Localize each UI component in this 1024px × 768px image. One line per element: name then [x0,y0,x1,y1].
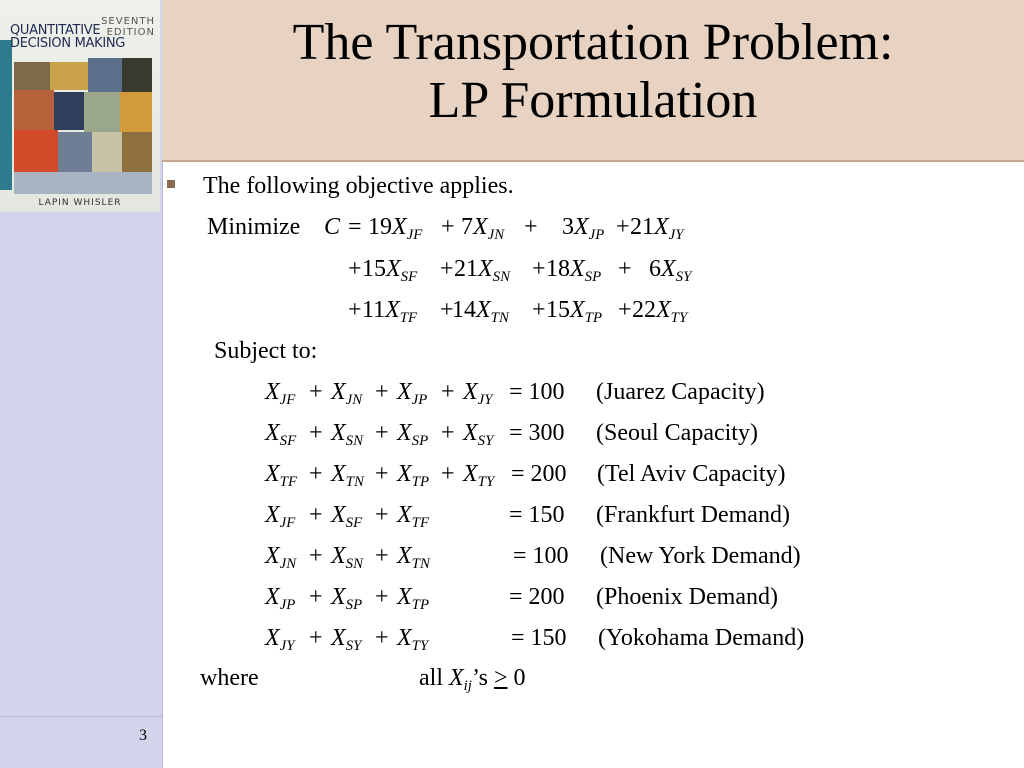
term-sub: TF [399,309,418,326]
cover-accent-stripe [0,40,12,190]
term: $18X_{SP}$ [546,256,602,285]
zero: 0 [513,665,526,691]
term-sub: SP [411,432,429,449]
constraint-term: $X_{SN}$ [331,543,364,572]
term: $11X_{TF}$ [362,297,418,326]
cover-title: QUANTITATIVE DECISION MAKING [10,23,126,51]
term-sub: JP [588,226,605,243]
term: $21X_{SN}$ [454,256,511,285]
constraint-description: (Yokohama Demand) [598,625,805,651]
bullet-square-icon [167,180,175,188]
page-number: 3 [139,727,147,744]
term-sub: JF [406,226,423,243]
minimize-label [207,213,300,241]
cover-photo-tile [122,58,152,92]
plus-sign: + [375,461,389,487]
sidebar-divider [0,716,162,717]
coef: 14 [452,297,476,323]
cover-photo-tile [14,130,58,172]
constraint-term: $X_{SF}$ [331,502,363,531]
constraint-term: $X_{SP}$ [331,584,363,613]
term: $22X_{TY}$ [632,297,688,326]
plus-sign: + [375,502,389,528]
term-sub: SY [675,268,692,285]
op: + [616,214,630,240]
title-line-2: LP Formulation [428,72,758,129]
coef: 18 [546,256,570,282]
op: + [348,297,362,323]
plus-sign: + [375,420,389,446]
plus-sign: + [375,379,389,405]
cover-photo-tile [14,90,54,130]
coef: 15 [362,256,386,282]
term-sub: JY [279,637,295,654]
title-line-1: The Transportation Problem: [292,14,894,71]
term-sub: SF [400,268,418,285]
term-sub: TY [411,637,429,654]
term-sub: TP [411,473,430,490]
constraint-term: $X_{JF}$ [265,502,296,531]
plus-sign: + [309,420,323,446]
constraint-term: $X_{SY}$ [331,625,362,654]
all-text: all [419,665,443,691]
term: $21X_{JY}$ [630,214,684,243]
cover-photo-tile [92,132,122,174]
term-sub: SP [345,596,363,613]
constraint-term: $X_{JN}$ [265,543,297,572]
plus-sign: + [375,543,389,569]
plus-sign: + [309,584,323,610]
constraint-term: $X_{TF}$ [265,461,298,490]
constraint-rhs: = 200 [511,461,567,487]
constraint-description: (Juarez Capacity) [596,379,765,405]
term: $19X_{JF}$ [368,214,423,243]
op: + [348,256,362,282]
coef: 11 [362,297,386,323]
term-sub: TY [670,309,688,326]
term-sub: SY [345,637,362,654]
plus-sign: + [309,543,323,569]
cover-photo-tile [54,92,84,130]
term-sub: SN [492,268,511,285]
cover-photo-tile [122,132,152,174]
op: + [532,256,546,282]
term-sub: JP [279,596,296,613]
term-sub: TP [411,596,430,613]
constraint-description: (Phoenix Demand) [596,584,778,610]
constraint-term: $X_{TN}$ [397,543,430,572]
term-sub: TF [279,473,298,490]
coef: 21 [454,256,478,282]
term-sub: SF [345,514,363,531]
geq-symbol: > [493,665,508,691]
plus-sign: + [375,625,389,651]
constraint-term: $X_{TN}$ [331,461,364,490]
plus-sign: + [441,420,455,446]
constraint-rhs: = 150 [511,625,567,651]
cover-photo-tile [14,62,50,90]
term-sub: TP [584,309,603,326]
cover-authors: LAPIN WHISLER [38,198,122,208]
objective-variable [324,213,340,241]
op: + [440,297,454,323]
op: + [532,297,546,323]
constraint-rhs: = 100 [513,543,569,569]
term-sub: TF [411,514,430,531]
op: + [618,256,632,282]
op: = [348,214,362,240]
constraint-rhs: = 200 [509,584,565,610]
constraint-term: $X_{TY}$ [463,461,495,490]
term-sub: JN [345,391,363,408]
constraint-term: $X_{SF}$ [265,420,297,449]
constraint-term: $X_{JF}$ [265,379,296,408]
term-sub: JP [411,391,428,408]
minimize-text: Minimize [207,214,301,240]
term-sub: SY [477,432,494,449]
term-sub: JF [279,391,296,408]
var-x: X [449,665,464,691]
plus-sign: + [441,461,455,487]
constraint-term: $X_{JN}$ [331,379,363,408]
constraint-term: $X_{TF}$ [397,502,430,531]
coef: 22 [632,297,656,323]
constraint-rhs: = 100 [509,379,565,405]
op: + [441,214,455,240]
constraint-rhs: = 150 [509,502,565,528]
constraint-term: $X_{TP}$ [397,584,430,613]
constraint-term: $X_{SY}$ [463,420,494,449]
term: $3X_{JP}$ [562,214,605,243]
constraint-description: (Tel Aviv Capacity) [597,461,786,487]
constraint-term: $X_{TP}$ [397,461,430,490]
term-sub: TN [345,473,364,490]
term-sub: JF [279,514,296,531]
constraint-description: (Seoul Capacity) [596,420,758,446]
term-sub: JY [668,226,684,243]
plus-sign: + [441,379,455,405]
op: + [524,214,538,240]
objective-var-c: C [324,214,341,240]
cover-photo-tile [50,62,88,90]
term: $6X_{SY}$ [649,256,692,285]
constraint-term: $X_{JP}$ [397,379,428,408]
term-sub: TN [411,555,430,572]
var-sub: ij [463,677,472,694]
constraint-rhs: = 300 [509,420,565,446]
objective-intro: The following objective applies. [203,173,514,199]
plus-sign: + [309,379,323,405]
term-sub: JN [279,555,297,572]
constraint-term: $X_{SN}$ [331,420,364,449]
coef: 7 [461,214,473,240]
where-label: where [200,665,259,691]
term-sub: SF [279,432,297,449]
constraint-term: $X_{JY}$ [463,379,493,408]
term: $7X_{JN}$ [461,214,505,243]
nonnegativity-condition [419,664,526,692]
op: + [618,297,632,323]
term-sub: TN [490,309,509,326]
term-sub: JN [487,226,505,243]
term-sub: SN [345,555,364,572]
slide-title [162,14,1024,130]
plus-sign: + [309,502,323,528]
cover-photo-tile [120,92,152,132]
cover-photo-tile [14,172,152,194]
term: $15X_{TP}$ [546,297,603,326]
coef: 21 [630,214,654,240]
coef: 15 [546,297,570,323]
cover-photo-tile [84,92,120,132]
cover-photo-tile [58,132,92,172]
coef: 3 [562,214,574,240]
book-cover-image [0,0,160,212]
constraint-term: $X_{JY}$ [265,625,295,654]
op: + [440,256,454,282]
term: $14X_{TN}$ [452,297,509,326]
term-sub: TY [477,473,495,490]
coef: 19 [368,214,392,240]
term-sub: SN [345,432,364,449]
cover-photo-tile [88,58,122,92]
term-sub: SP [584,268,602,285]
coef: 6 [649,256,661,282]
term-sub: JY [477,391,493,408]
constraint-term: $X_{TY}$ [397,625,429,654]
suffix: ’s [471,665,488,691]
plus-sign: + [309,461,323,487]
constraint-description: (Frankfurt Demand) [596,502,790,528]
cover-edition: SEVENTH EDITION [101,16,155,38]
subject-to-label: Subject to: [214,338,318,364]
constraint-description: (New York Demand) [600,543,801,569]
constraint-term: $X_{JP}$ [265,584,296,613]
term: $15X_{SF}$ [362,256,418,285]
constraint-term: $X_{SP}$ [397,420,429,449]
plus-sign: + [375,584,389,610]
title-band-rule [162,160,1024,162]
plus-sign: + [309,625,323,651]
